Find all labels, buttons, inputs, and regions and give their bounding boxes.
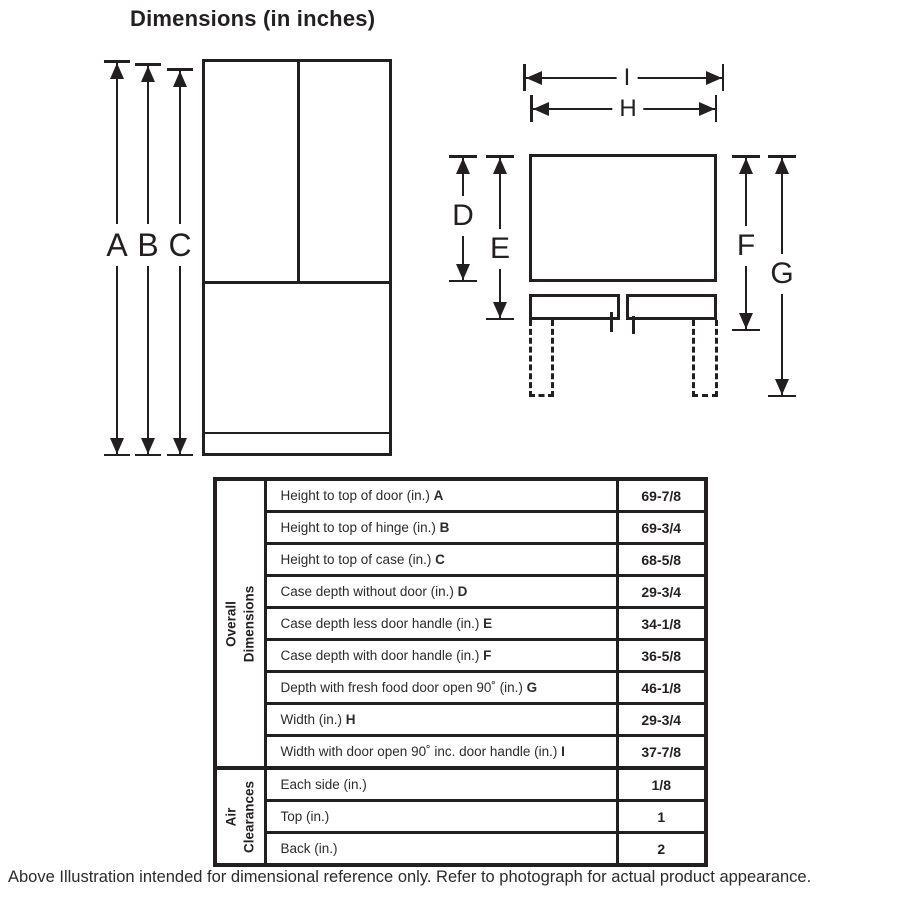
dim-key: C	[435, 552, 445, 567]
dim-key: B	[439, 520, 450, 535]
right-door-swing-dashed	[692, 320, 718, 397]
right-door-top-view	[626, 294, 717, 320]
dim-g-bottom-bar	[768, 395, 796, 398]
table-row	[215, 544, 706, 576]
table-row	[215, 608, 706, 640]
dim-key: H	[345, 712, 356, 727]
dim-arrow-b	[135, 63, 161, 456]
row-value: 34-1/8	[617, 608, 706, 640]
page-title: Dimensions (in inches)	[130, 6, 376, 31]
row-label: Width (in.) H	[265, 704, 617, 736]
dim-label-h: H	[612, 93, 643, 125]
row-value: 2	[617, 833, 706, 866]
width-arrow-i	[523, 64, 724, 91]
row-value: 1/8	[617, 768, 706, 801]
fridge-door-split-horizontal	[202, 281, 392, 284]
width-arrow-h	[530, 95, 717, 122]
row-value: 37-7/8	[617, 736, 706, 769]
arrow-right-icon	[706, 71, 722, 85]
table-row	[215, 576, 706, 608]
table-row	[215, 672, 706, 704]
arrow-down-icon	[739, 313, 753, 329]
dim-b-bottom-bar	[135, 454, 161, 457]
arrow-down-icon	[173, 438, 187, 454]
case-outline-top-view	[529, 154, 717, 282]
dim-key: A	[433, 488, 444, 503]
table-row	[215, 512, 706, 544]
arrow-down-icon	[456, 264, 470, 280]
row-value: 69-3/4	[617, 512, 706, 544]
dim-f-bottom-bar	[732, 329, 760, 332]
left-door-top-view	[529, 294, 620, 320]
arrow-down-icon	[493, 302, 507, 318]
table-row	[215, 801, 706, 833]
table-row	[215, 479, 706, 512]
dim-key: G	[526, 680, 538, 695]
arrow-left-icon	[526, 71, 542, 85]
dim-c-bottom-bar	[167, 454, 193, 457]
depth-arrow-d	[449, 155, 477, 282]
fridge-door-split-vertical	[297, 59, 300, 284]
dim-label-g: G	[766, 254, 797, 294]
arrow-down-icon	[141, 438, 155, 454]
row-label: Width with door open 90˚ inc. door handle (in.) I	[265, 736, 617, 769]
row-value: 29-3/4	[617, 576, 706, 608]
dim-key: I	[561, 744, 565, 759]
arrow-down-icon	[775, 379, 789, 395]
dim-e-bottom-bar	[486, 318, 514, 321]
arrow-down-icon	[110, 438, 124, 454]
row-label: Height to top of hinge (in.) B	[265, 512, 617, 544]
row-value: 46-1/8	[617, 672, 706, 704]
row-value: 69-7/8	[617, 479, 706, 512]
row-value: 68-5/8	[617, 544, 706, 576]
dim-label-b: B	[133, 224, 162, 266]
dim-arrow-a	[104, 60, 130, 456]
row-value: 29-3/4	[617, 704, 706, 736]
dim-label-i: I	[617, 62, 638, 94]
row-label: Top (in.)	[265, 801, 617, 833]
table-row	[215, 704, 706, 736]
dim-label-f: F	[733, 226, 759, 266]
dim-key: F	[483, 648, 492, 663]
table-row	[215, 736, 706, 769]
left-door-swing-dashed	[529, 320, 554, 397]
dim-label-e: E	[486, 229, 514, 269]
depth-arrow-f	[732, 155, 760, 331]
dim-a-bottom-bar	[104, 454, 130, 457]
dim-label-d: D	[448, 196, 478, 236]
row-value: 1	[617, 801, 706, 833]
dimensions-table	[213, 477, 708, 867]
depth-arrow-e	[486, 155, 514, 320]
table-row	[215, 640, 706, 672]
right-door-handle	[632, 316, 635, 334]
table-row	[215, 833, 706, 866]
row-label: Case depth less door handle (in.) E	[265, 608, 617, 640]
dim-d-bottom-bar	[449, 280, 477, 283]
arrow-left-icon	[533, 102, 549, 116]
row-value: 36-5/8	[617, 640, 706, 672]
depth-arrow-g	[768, 155, 796, 397]
section-header-air-clearances: Air Clearances	[215, 768, 265, 865]
row-label: Case depth without door (in.) D	[265, 576, 617, 608]
left-door-handle	[610, 312, 613, 332]
row-label: Back (in.)	[265, 833, 617, 866]
dim-arrow-c	[167, 68, 193, 456]
fridge-kickplate-line	[205, 432, 389, 434]
dim-key: D	[457, 584, 468, 599]
dim-key: E	[483, 616, 493, 631]
dim-label-c: C	[164, 224, 195, 266]
row-label: Height to top of door (in.) A	[265, 479, 617, 512]
dim-label-a: A	[102, 224, 131, 266]
row-label: Depth with fresh food door open 90˚ (in.) G	[265, 672, 617, 704]
row-label: Case depth with door handle (in.) F	[265, 640, 617, 672]
row-label: Height to top of case (in.) C	[265, 544, 617, 576]
footer-note: Above Illustration intended for dimensional reference only. Refer to photograph for actual product appearance.	[8, 868, 812, 886]
row-label: Each side (in.)	[265, 768, 617, 801]
table-row	[215, 768, 706, 801]
arrow-right-icon	[699, 102, 715, 116]
section-header-overall-dimensions: Overall Dimensions	[215, 479, 265, 768]
